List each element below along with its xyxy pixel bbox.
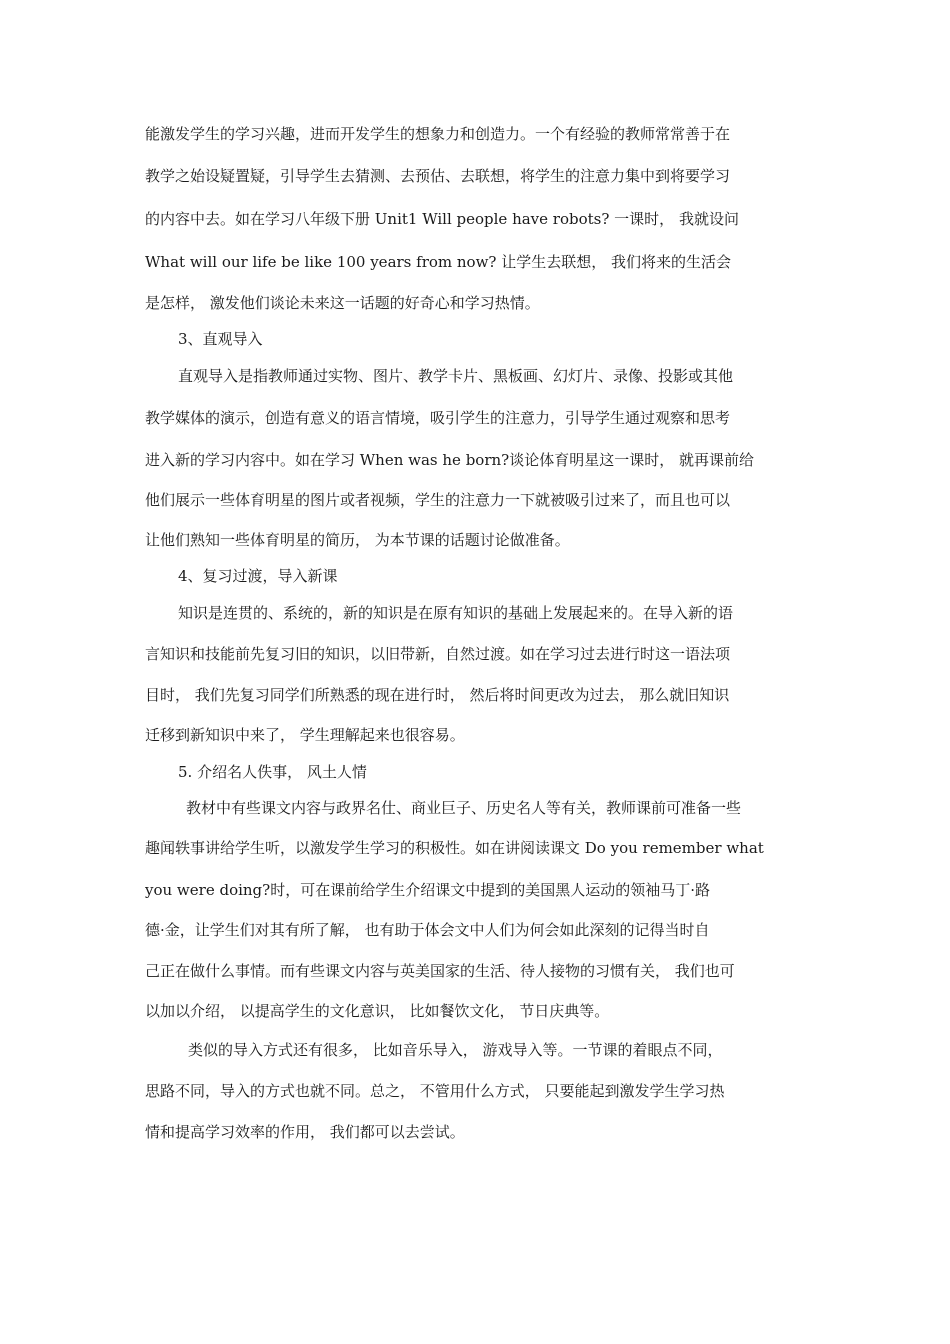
- paragraph-line: 教材中有些课文内容与政界名仕、商业巨子、历史名人等有关，教师课前可准备一些: [186, 799, 742, 817]
- paragraph-line: 以加以介绍， 以提高学生的文化意识， 比如餐饮文化， 节日庆典等。: [145, 1002, 610, 1020]
- paragraph-line: 知识是连贯的、系统的，新的知识是在原有知识的基础上发展起来的。在导入新的语: [178, 604, 734, 622]
- paragraph-line: 直观导入是指教师通过实物、图片、教学卡片、黑板画、幻灯片、录像、投影或其他: [178, 367, 734, 385]
- paragraph-line: 己正在做什么事情。而有些课文内容与英美国家的生活、待人接物的习惯有关， 我们也可: [145, 962, 735, 980]
- paragraph-line: 类似的导入方式还有很多， 比如音乐导入， 游戏导入等。一节课的着眼点不同，: [188, 1041, 723, 1059]
- paragraph-line: 思路不同，导入的方式也就不同。总之， 不管用什么方式， 只要能起到激发学生学习热: [145, 1082, 725, 1100]
- section-heading: 3、直观导入: [178, 330, 263, 348]
- paragraph-line: 他们展示一些体育明星的图片或者视频，学生的注意力一下就被吸引过来了，而且也可以: [145, 491, 731, 509]
- paragraph-line: 能激发学生的学习兴趣，进而开发学生的想象力和创造力。一个有经验的教师常常善于在: [145, 125, 731, 143]
- paragraph-line: 是怎样， 激发他们谈论未来这一话题的好奇心和学习热情。: [145, 294, 540, 312]
- paragraph-line: 进入新的学习内容中。如在学习 When was he born?谈论体育明星这一课时， 就再课前给: [145, 451, 754, 469]
- section-heading: 4、复习过渡，导入新课: [178, 567, 338, 585]
- paragraph-line: 教学媒体的演示，创造有意义的语言情境，吸引学生的注意力，引导学生通过观察和思考: [145, 409, 731, 427]
- paragraph-line: 教学之始设疑置疑，引导学生去猜测、去预估、去联想，将学生的注意力集中到将要学习: [145, 167, 731, 185]
- paragraph-line: 的内容中去。如在学习八年级下册 Unit1 Will people have robots? 一课时， 我就设问: [145, 210, 739, 228]
- paragraph-line: 情和提高学习效率的作用， 我们都可以去尝试。: [145, 1123, 465, 1141]
- paragraph-line: What will our life be like 100 years from now? 让学生去联想， 我们将来的生活会: [145, 253, 731, 271]
- paragraph-line: 趣闻轶事讲给学生听，以激发学生学习的积极性。如在讲阅读课文 Do you remember what: [145, 839, 764, 857]
- section-heading: 5. 介绍名人佚事， 风土人情: [178, 763, 367, 781]
- paragraph-line: 迁移到新知识中来了， 学生理解起来也很容易。: [145, 726, 465, 744]
- paragraph-line: 让他们熟知一些体育明星的简历， 为本节课的话题讨论做准备。: [145, 531, 570, 549]
- paragraph-line: 德·金，让学生们对其有所了解， 也有助于体会文中人们为何会如此深刻的记得当时自: [145, 921, 710, 939]
- paragraph-line: 言知识和技能前先复习旧的知识，以旧带新，自然过渡。如在学习过去进行时这一语法项: [145, 645, 731, 663]
- paragraph-line: you were doing?时，可在课前给学生介绍课文中提到的美国黑人运动的领袖马丁·路: [145, 881, 710, 899]
- paragraph-line: 目时， 我们先复习同学们所熟悉的现在进行时， 然后将时间更改为过去， 那么就旧知识: [145, 686, 730, 704]
